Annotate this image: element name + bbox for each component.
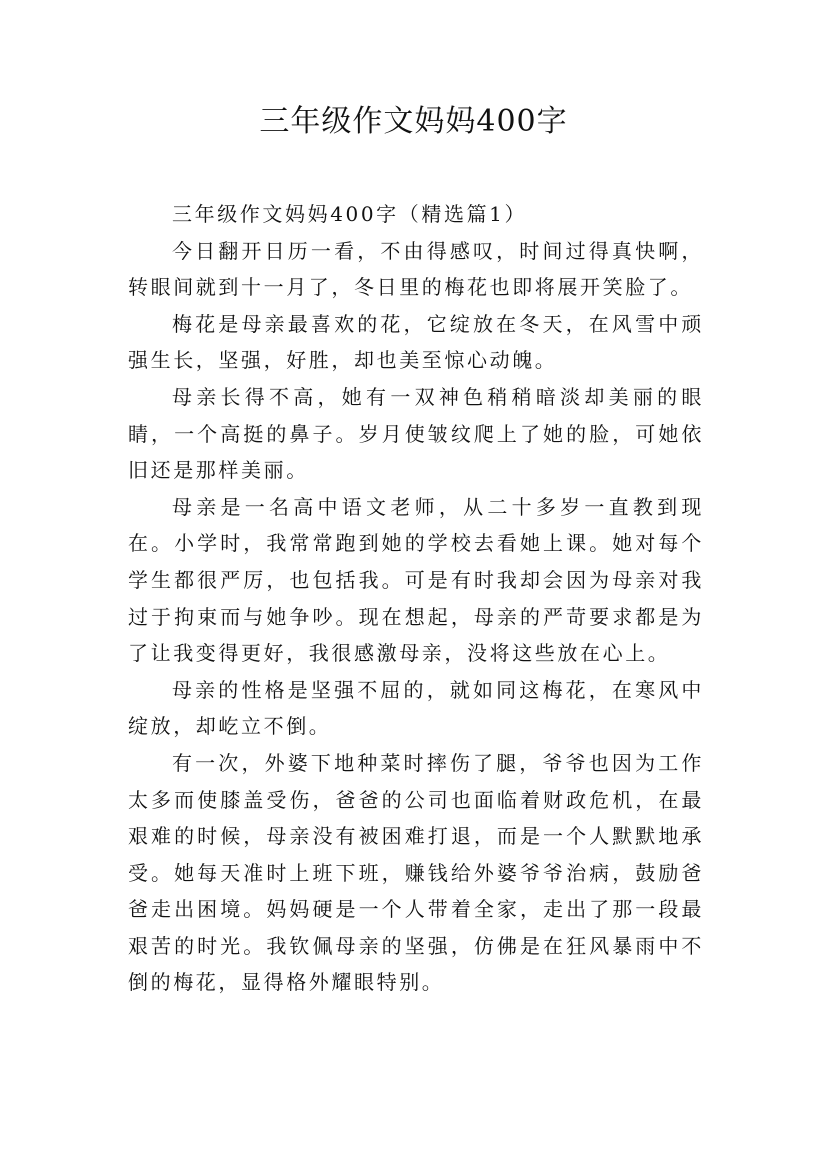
document-title: 三年级作文妈妈400字 (259, 104, 568, 139)
paragraph-5: 母亲的性格是坚强不屈的，就如同这梅花，在寒风中绽放，却屹立不倒。 (128, 677, 704, 739)
section-subtitle: 三年级作文妈妈400字（精选篇1） (172, 202, 528, 226)
paragraph-3: 母亲长得不高，她有一双神色稍稍暗淡却美丽的眼睛，一个高挺的鼻子。岁月使皱纹爬上了她的脸，可她依旧还是那样美丽。 (128, 384, 704, 483)
paragraph-2: 梅花是母亲最喜欢的花，它绽放在冬天，在风雪中顽强生长，坚强，好胜，却也美至惊心动魄。 (128, 311, 704, 373)
paragraph-1: 今日翻开日历一看，不由得感叹，时间过得真快啊，转眼间就到十一月了，冬日里的梅花也即将展开笑脸了。 (128, 238, 704, 300)
paragraph-6: 有一次，外婆下地种菜时摔伤了腿，爷爷也因为工作太多而使膝盖受伤，爸爸的公司也面临着财政危机，在最艰难的时候，母亲没有被困难打退，而是一个人默默地承受。她每天准时上班下班，赚钱给外婆爷爷治病，鼓励爸爸走出困境。妈妈硬是一个人带着全家，走出了那一段最艰苦的时光。我钦佩母亲的坚强，仿佛是在狂风暴雨中不倒的梅花，显得格外耀眼特别。 (128, 750, 704, 995)
document-body (128, 196, 704, 1001)
paragraph-4: 母亲是一名高中语文老师，从二十多岁一直教到现在。小学时，我常常跑到她的学校去看她上课。她对每个学生都很严厉，也包括我。可是有时我却会因为母亲对我过于拘束而与她争吵。现在想起，母亲的严苛要求都是为了让我变得更好，我很感激母亲，没将这些放在心上。 (128, 494, 704, 666)
